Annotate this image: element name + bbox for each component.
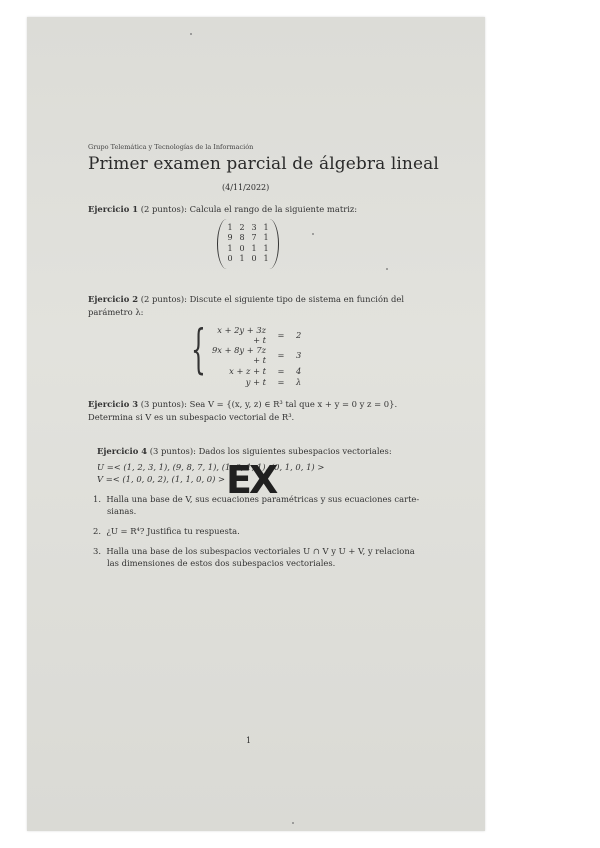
exercise-4-item-3-cont: las dimensiones de estos dos subespacios vectoriales. xyxy=(107,558,336,568)
equation-row: x + 2y + 3z + t = 2 xyxy=(217,325,302,345)
exercise-2-text: Discute el siguiente tipo de sistema en función del xyxy=(189,294,405,304)
page-number: 1 xyxy=(246,736,252,745)
equation-row: 9x + 8y + 7z + t = 3 xyxy=(211,345,302,365)
exercise-4-item-1-cont: sianas. xyxy=(107,506,137,516)
exercise-2-statement xyxy=(88,294,404,304)
exercise-3-points: (3 puntos): xyxy=(140,399,187,409)
exercise-2-label: Ejercicio 2 xyxy=(88,294,139,304)
exercise-1-points: (2 puntos): xyxy=(140,204,187,214)
exam-date: (4/11/2022) xyxy=(222,183,270,192)
exercise-3-text-cont: Determina si V es un subespacio vectorial de R³. xyxy=(88,412,295,422)
speck xyxy=(312,233,314,235)
speck xyxy=(386,268,388,270)
exercise-1-label: Ejercicio 1 xyxy=(88,204,139,214)
matrix-row: 0 1 0 1 xyxy=(227,254,269,264)
exercise-3-label: Ejercicio 3 xyxy=(88,399,139,409)
matrix xyxy=(217,219,279,269)
subspace-v-definition: V =< (1, 0, 0, 2), (1, 1, 0, 0) > xyxy=(97,474,226,484)
exercise-4-item-1: 1. Halla una base de V, sus ecuaciones paramétricas y sus ecuaciones carte- xyxy=(93,494,420,504)
exercise-4-label: Ejercicio 4 xyxy=(97,446,148,456)
exercise-3-text: Sea V = {(x, y, z) ∈ R³ tal que x + y = 0 y z = 0}. xyxy=(189,399,398,409)
subspace-u-definition: U =< (1, 2, 3, 1), (9, 8, 7, 1), (1, 0, 1, 1), (0, 1, 0, 1) > xyxy=(97,462,325,472)
matrix-row: 1 0 1 1 xyxy=(227,243,269,253)
exercise-3-statement xyxy=(88,399,397,409)
institution-header: Grupo Telemática y Tecnologías de la Información xyxy=(88,143,254,151)
speck xyxy=(292,822,294,824)
exam-sheet xyxy=(27,17,485,831)
ex-stamp-mark: EX xyxy=(226,458,276,502)
exercise-4-item-2: 2. ¿U = R⁴? Justifica tu respuesta. xyxy=(93,526,240,536)
speck xyxy=(190,33,192,35)
matrix-row: 9 8 7 1 xyxy=(227,233,269,243)
exercise-4-statement xyxy=(97,446,392,456)
exercise-2-points: (2 puntos): xyxy=(140,294,187,304)
equation-row: y + t = λ xyxy=(245,376,302,387)
exam-title: Primer examen parcial de álgebra lineal xyxy=(88,154,439,174)
system-brace: { xyxy=(191,320,206,380)
exercise-1-text: Calcula el rango de la siguiente matriz: xyxy=(189,204,358,214)
equation-system xyxy=(204,325,314,388)
exercise-4-points: (3 puntos): xyxy=(149,446,196,456)
exercise-2-text-cont: parámetro λ: xyxy=(88,307,144,317)
exercise-4-text: Dados los siguientes subespacios vectoriales: xyxy=(198,446,392,456)
equation-row: x + z + t = 4 xyxy=(229,365,302,376)
matrix-row: 1 2 3 1 xyxy=(227,222,269,232)
exercise-1-statement xyxy=(88,204,357,214)
exercise-4-item-3: 3. Halla una base de los subespacios vectoriales U ∩ V y U + V, y relaciona xyxy=(93,546,415,556)
